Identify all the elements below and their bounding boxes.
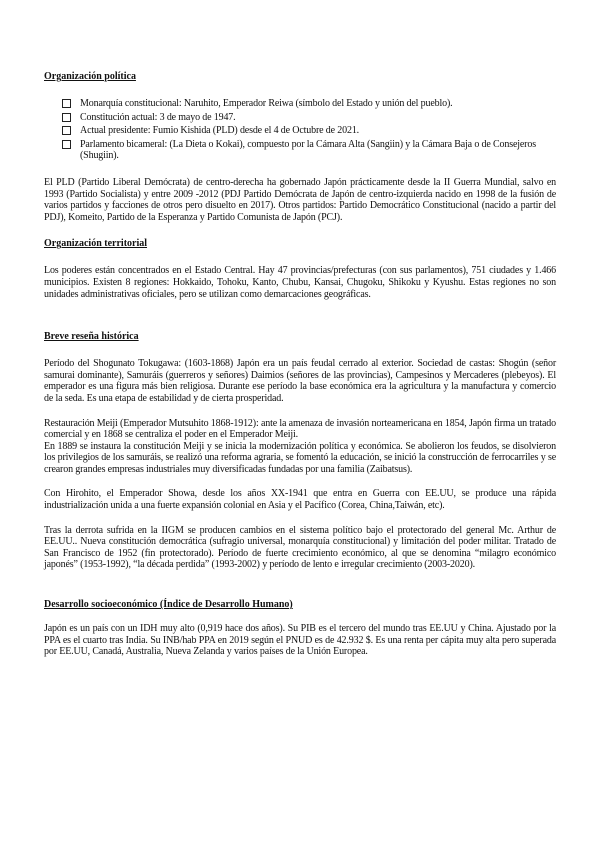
- paragraph-constitucion-meiji: En 1889 se instaura la constitución Meiji y se inicia la modernización política y económica. Se abolieron los feudos, se disolvieron los privilegios de los samuráis, se realizó una reforma agraria, se fomentó la educación, se inició la construcción de ferrocarriles y se crearon grandes empresas industriales muy diversificadas fundadas por una familia (Zaibatsus).: [44, 440, 556, 475]
- checkbox-icon: [62, 113, 71, 122]
- list-item: [62, 112, 556, 124]
- checkbox-icon: [62, 140, 71, 149]
- list-item: [62, 98, 556, 110]
- paragraph-tokugawa: Período del Shogunato Tokugawa: (1603-1868) Japón era un país feudal cerrado al exterior. Sociedad de castas: Shogún (señor samurai dominante), Samuráis (guerreros y señores) Daimios (señores de las provincias), Campesinos y Mercaderes (plebeyos). El emperador es una figura más bien religiosa. Durante ese período la base económica era la agricultura y la manufactura y comercio de la seda. Es una etapa de estabilidad y de cierta prosperidad.: [44, 358, 556, 404]
- paragraph-desarrollo: Japón es un país con un IDH muy alto (0,919 hace dos años). Su PIB es el tercero del mundo tras EE.UU y China. Ajustado por la PPA es el cuarto tras India. Su INB/hab PPA en 2019 según el PNUD es de 42.932 $. Es una renta per cápita muy alta pero superada por EE.UU, Canadá, Australia, Nueva Zelanda y varios países de la Unión Europea.: [44, 623, 556, 658]
- heading-organizacion-territorial: Organización territorial: [44, 238, 148, 250]
- heading-desarrollo-socioeconomico: Desarrollo socioeconómico (Índice de Desarrollo Humano): [44, 599, 293, 611]
- paragraph-meiji: Restauración Meiji (Emperador Mutsuhito 1868-1912): ante la amenaza de invasión norteamericana en 1854, Japón firma un tratado comercial y en 1868 se centraliza el poder en el Emperador Meiji.: [44, 417, 556, 441]
- list-item: [62, 125, 556, 137]
- paragraph-territorial: Los poderes están concentrados en el Estado Central. Hay 47 provincias/prefecturas (con sus parlamentos), 751 ciudades y 1.466 municipios. Existen 8 regiones: Hokkaido, Tohoku, Kanto, Chubu, Kansai, Chugoku, Shikoku y Kyushu. Estas regiones no son unidades administrativas oficiales, pero se utilizan como demarcaciones geográficas.: [44, 265, 556, 300]
- paragraph-partidos: El PLD (Partido Liberal Demócrata) de centro-derecha ha gobernado Japón prácticamente desde la II Guerra Mundial, salvo en 1993 (Partido Socialista) y entre 2009 -2012 (PDJ Partido Demócrata de Japón de centro-izquierda nacido en 1998 de la fusión de varios partidos y facciones de otros pero disuelto en 2017). Otros partidos: Partido Democrático Constitucional (nacido a partir del PDJ), Komeito, Partido de la Esperanza y Partido Comunista de Japón (PCJ).: [44, 176, 556, 223]
- heading-organizacion-politica: Organización política: [44, 71, 136, 82]
- list-item: [62, 139, 556, 162]
- list-item-text: Monarquía constitucional: Naruhito, Emperador Reiwa (símbolo del Estado y unión del pueblo).: [80, 98, 453, 109]
- list-item-text: Constitución actual: 3 de mayo de 1947.: [80, 111, 236, 123]
- heading-resena-historica: Breve reseña histórica: [44, 331, 139, 343]
- checkbox-icon: [62, 126, 71, 135]
- list-item-text: Parlamento bicameral: (La Dieta o Kokai), compuesto por la Cámara Alta (Sangiin) y la Cámara Baja o de Consejeros (Shugiin).: [80, 138, 536, 162]
- paragraph-posguerra: Tras la derrota sufrida en la IIGM se producen cambios en el sistema político bajo el protectorado del general Mc. Arthur de EE.UU.. Nueva constitución democrática (sufragio universal, monarquía constitucional) y limitación del poder militar. Tratado de San Francisco de 1952 (fin protectorado). Período de fuerte crecimiento económico, al que se denomina “milagro económico japonés” (1953-1992), “la década perdida” (1993-2002) y período de lento e irregular crecimiento (2003-2020).: [44, 524, 556, 571]
- politica-checklist: [44, 98, 556, 162]
- paragraph-hirohito: Con Hirohito, el Emperador Showa, desde los años XX-1941 que entra en Guerra con EE.UU, se produce una rápida industrialización unida a una fuerte expansión colonial en Asia y el Pacífico (Corea, China,Taiwán, etc).: [44, 488, 556, 512]
- checkbox-icon: [62, 99, 71, 108]
- list-item-text: Actual presidente: Fumio Kishida (PLD) desde el 4 de Octubre de 2021.: [80, 125, 360, 137]
